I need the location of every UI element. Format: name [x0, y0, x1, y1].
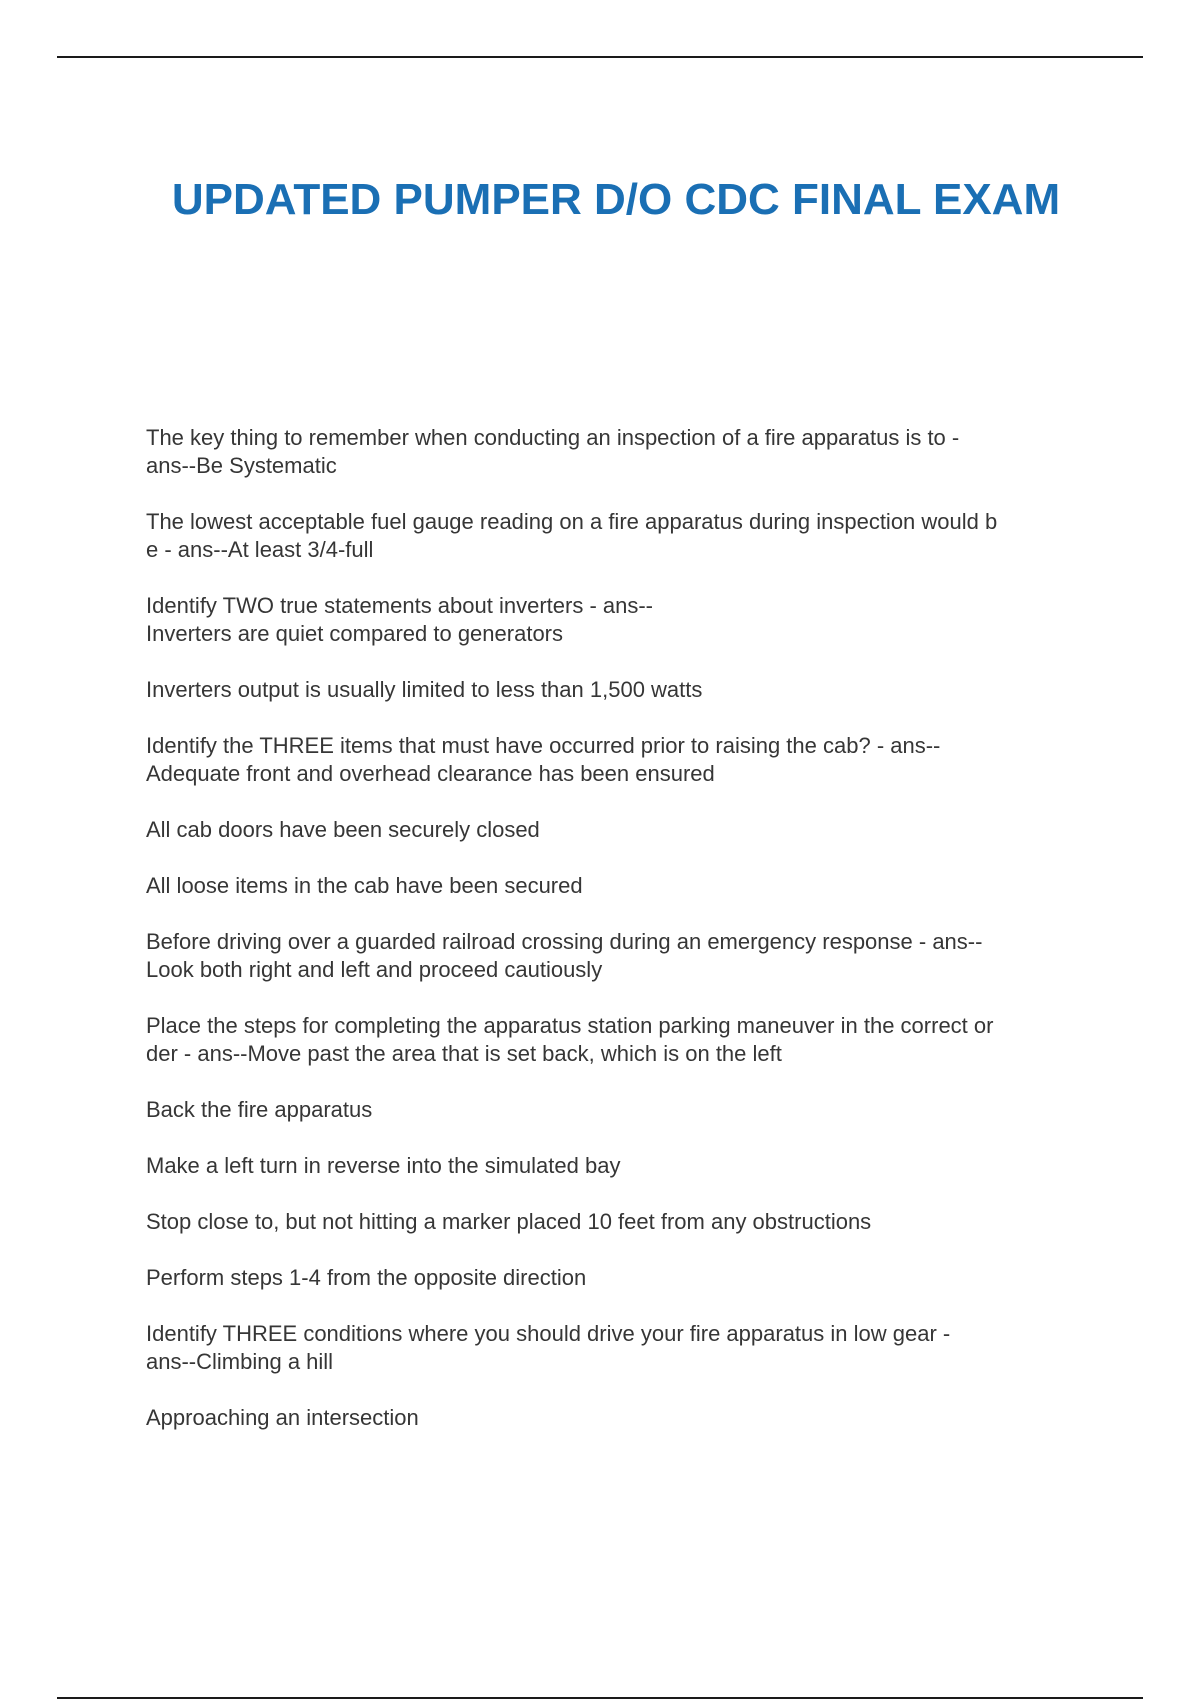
paragraph: The lowest acceptable fuel gauge reading on a fire apparatus during inspection would b e - ans--At least 3/4-full: [146, 509, 998, 562]
paragraph: Back the fire apparatus: [146, 1097, 373, 1122]
paragraph: The key thing to remember when conducting an inspection of a fire apparatus is to - ans--Be Systematic: [146, 425, 960, 478]
paragraph: Approaching an intersection: [146, 1405, 419, 1430]
paragraph: Make a left turn in reverse into the simulated bay: [146, 1153, 621, 1178]
paragraph: Identify TWO true statements about inverters - ans-- Inverters are quiet compared to generators: [146, 593, 654, 646]
paragraph: All loose items in the cab have been secured: [146, 873, 583, 898]
paragraph: All cab doors have been securely closed: [146, 817, 540, 842]
document-title: UPDATED PUMPER D/O CDC FINAL EXAM: [171, 175, 1061, 224]
bottom-rule: [57, 1697, 1143, 1699]
paragraph: Stop close to, but not hitting a marker placed 10 feet from any obstructions: [146, 1209, 872, 1234]
paragraph: Perform steps 1-4 from the opposite direction: [146, 1265, 587, 1290]
paragraph: Identify the THREE items that must have occurred prior to raising the cab? - ans-- Adequate front and overhead clearance has been ensured: [146, 733, 941, 786]
document-body: [146, 424, 1086, 1460]
paragraph: Identify THREE conditions where you should drive your fire apparatus in low gear - ans--Climbing a hill: [146, 1321, 951, 1374]
top-rule: [57, 56, 1143, 58]
paragraph: Place the steps for completing the apparatus station parking maneuver in the correct or der - ans--Move past the area that is set back, which is on the left: [146, 1013, 994, 1066]
paragraph: Before driving over a guarded railroad crossing during an emergency response - ans-- Look both right and left and proceed cautiously: [146, 929, 983, 982]
paragraph: Inverters output is usually limited to less than 1,500 watts: [146, 677, 703, 702]
